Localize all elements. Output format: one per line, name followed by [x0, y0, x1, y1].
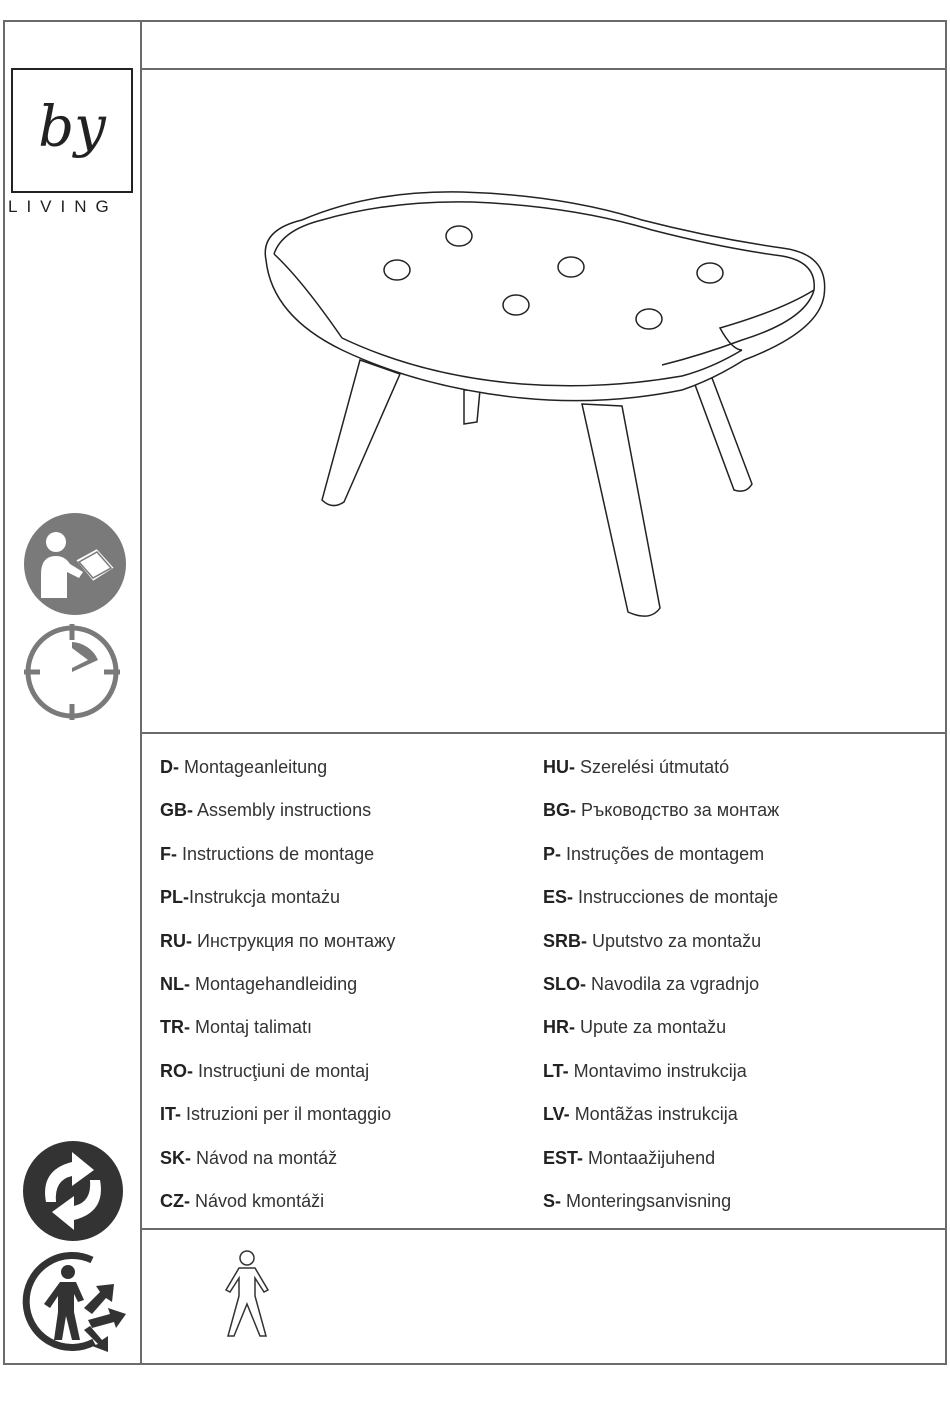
languages-right-column [543, 752, 779, 1229]
language-item: BG- Ръководство за монтаж [543, 800, 780, 821]
language-item: D- Montageanleitung [160, 757, 328, 777]
tidyman-recycle-icon [22, 1248, 134, 1352]
language-item: LT- Montavimo instrukcija [543, 1060, 747, 1081]
green-dot-recycle-icon [22, 1140, 124, 1242]
language-item: HR- Upute za montažu [543, 1017, 727, 1038]
language-item: SLO- Navodila za vgradnjo [543, 973, 760, 994]
language-item: PL-Instrukcja montażu [160, 887, 341, 908]
language-item: LV- Montãžas instrukcija [543, 1104, 738, 1125]
brand-logo [11, 68, 133, 193]
leg-back-right [694, 378, 752, 491]
leg-front-left [322, 360, 400, 506]
language-item: P- Instruções de montagem [543, 843, 765, 864]
language-item: HU- Szerelési útmutató [543, 757, 730, 777]
language-item: RO- Instrucţiuni de montaj [160, 1060, 370, 1081]
language-item: F- Instructions de montage [160, 843, 375, 864]
read-manual-icon [23, 512, 127, 616]
timer-icon [22, 622, 122, 722]
language-item: SRB- Uputstvo za montažu [543, 930, 762, 951]
language-item: TR- Montaj talimatı [160, 1017, 313, 1038]
logo-wordmark: LIVING [8, 197, 118, 216]
logo-script-icon [13, 70, 131, 191]
language-item: CZ- Návod kmontáži [160, 1190, 325, 1211]
language-item: RU- Инструкция по монтажу [160, 930, 396, 951]
ottoman-illustration [142, 70, 947, 733]
language-item: ES- Instrucciones de montaje [543, 887, 779, 908]
language-item: S- Monteringsanvisning [543, 1190, 732, 1211]
language-item: GB- Assembly instructions [160, 800, 372, 821]
leg-front-right [582, 404, 660, 616]
languages-left-column [160, 752, 395, 1229]
language-item: SK- Návod na montáž [160, 1147, 338, 1168]
language-item: NL- Montagehandleiding [160, 973, 358, 994]
svg-text:by: by [38, 94, 106, 160]
person-count-icon [222, 1250, 272, 1340]
language-item: IT- Istruzioni per il montaggio [160, 1104, 392, 1125]
leg-back-left [464, 390, 480, 424]
language-item: EST- Montaažijuhend [543, 1147, 716, 1168]
seat-body [265, 192, 824, 401]
